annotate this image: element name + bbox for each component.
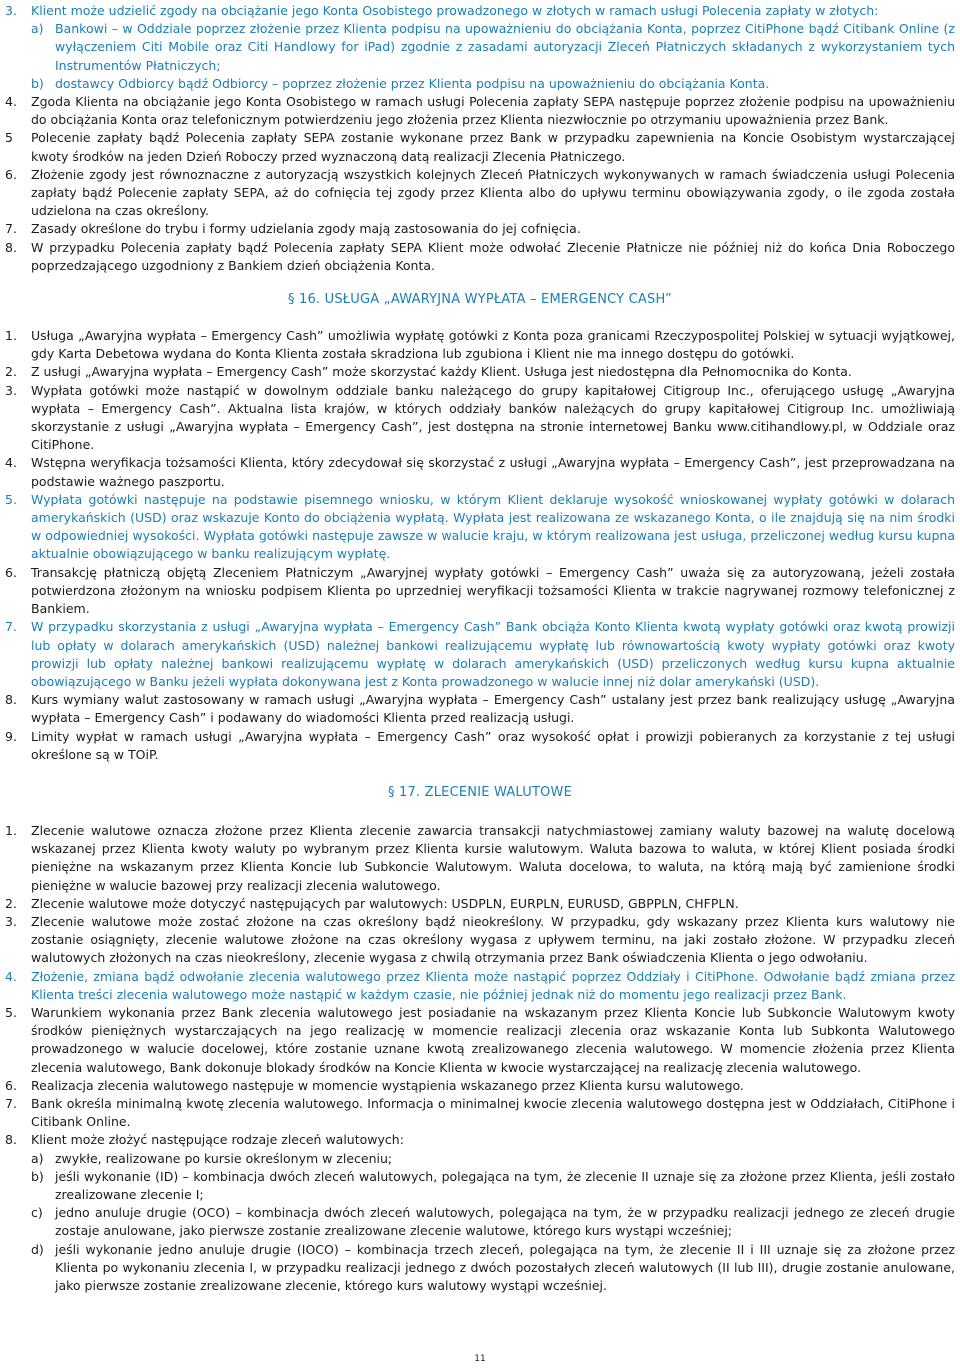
item-text: Klient może udzielić zgody na obciążanie jego Konta Osobistego prowadzonego w złotych w ramach usługi Polecenia zapłaty w złotych: [31,3,879,18]
subitem-text: zwykłe, realizowane po kursie określonym w zleceniu; [55,1150,393,1166]
item-number: 3. [5,3,17,18]
list-item [5,728,955,764]
subitem-text: jeśli wykonanie (ID) – kombinacja dwóch zleceń walutowych, polegająca na tym, że zlecenie II uznaje się za złożone przez Klienta, jeśli zostało zrealizowane zlecenie I; [55,1168,955,1202]
list-subitem [5,1204,955,1240]
list-item [5,1131,955,1149]
list-item [5,2,955,20]
item-text: Kurs wymiany walut zastosowany w ramach usługi „Awaryjna wypłata – Emergency Cash” ustalany jest przez bank realizujący usługę „Awaryjna wypłata – Emergency Cash” i podawany do wiadomości Klienta przed realizacją usługi. [31,692,955,726]
list-item [5,895,955,913]
item-text: Transakcję płatniczą objętą Zleceniem Płatniczym „Awaryjnej wypłaty gotówki – Emergency Cash” uważa się za autoryzowaną, jeżeli została potwierdzona złożonym na wniosku podpisem Klienta po uprzedniej weryfikacji tożsamości Klienta w trakcie nagrywanej rozmowy telefonicznej z Bankiem. [31,564,955,617]
list-item [5,327,955,363]
item-text: Wstępna weryfikacja tożsamości Klienta, który zdecydował się skorzystać z usługi „Awaryjna wypłata – Emergency Cash”, jest przeprowadzana na podstawie ważnego paszportu. [31,455,955,489]
item-text: Z usługi „Awaryjna wypłata – Emergency Cash” może skorzystać każdy Klient. Usługa jest niedostępna dla Pełnomocnika do Konta. [31,364,852,380]
list-subitem [5,20,955,75]
item-number: 7. [5,221,17,237]
item-number: 2. [5,364,17,380]
item-text: Zgoda Klienta na obciążanie jego Konta Osobistego w ramach usługi Polecenia zapłaty SEPA następuje poprzez złożenie podpisu na upoważnieniu do obciążania Konta oraz telefonicznym potwierdzeniu jego złożenia przez Klienta niezwłocznie po otrzymaniu upoważnienia przez Bank. [31,94,955,128]
list-subitem [5,1241,955,1296]
item-number: 4. [5,968,17,984]
list-subitem [5,75,955,93]
item-text: Zlecenie walutowe może zostać złożone na czas określony bądź nieokreślony. W przypadku, gdy wskazany przez Klienta kurs walutowy nie zostanie osiągnięty, zlecenie walutowe złożone na czas określony wygasa z upływem terminu, na jaki zostało złożone. W przypadku zleceń walutowych złożonych na czas nieokreślony, zlecenie wygasa z chwilą otrzymania przez Bank oświadczenia Klienta o jego odwołaniu. [31,913,955,966]
subitem-letter: d) [31,1241,44,1257]
item-text: Wypłata gotówki następuje na podstawie pisemnego wniosku, w którym Klient deklaruje wysokość wnioskowanej wypłaty gotówki w dolarach amerykańskich (USD) oraz wskazuje Konto do obciążenia wypłatą. Wypłata jest realizowana ze wskazanego Konta, o ile znajdują się na nim środki w odpowiedniej wysokości. Wypłata gotówki następuje zawsze w walucie kraju, w którym realizowana jest usługa, przeliczonej według kursu kupna aktualnie obowiązującego w banku realizującym wypłatę. [31,491,955,562]
list-item [5,822,955,895]
subitem-text: dostawcy Odbiorcy bądź Odbiorcy – poprzez złożenie przez Klienta podpisu na upoważnieniu do obciążania Konta. [55,75,770,91]
item-text: Realizacja zlecenia walutowego następuje w momencie wystąpienia wskazanego przez Klienta kursu walutowego. [31,1077,744,1093]
item-number: 4. [5,455,17,471]
subitem-text: jedno anuluje drugie (OCO) – kombinacja dwóch zleceń walutowych, polegająca na tym, że w przypadku realizacji jednego ze zleceń drugie zostaje anulowane, jako pierwsze zostanie zrealizowane zlecenie walutowe, którego kurs wystąpi wcześniej; [55,1205,955,1239]
item-number: 5 [5,130,13,146]
item-number: 2. [5,895,17,911]
list-item [5,564,955,619]
item-text: Złożenie zgody jest równoznaczne z autoryzacją wszystkich kolejnych Zleceń Płatniczych wykonywanych w ramach świadczenia usługi Polecenia zapłaty bądź Polecenie zapłaty SEPA, aż do cofnięcia tej zgody przez Klienta albo do upływu terminu obowiązywania zgody, o ile zgoda została udzielona na czas określony. [31,166,955,219]
item-number: 5. [5,1004,17,1020]
item-number: 6. [5,564,17,580]
section-heading: § 17. ZLECENIE WALUTOWE [388,784,572,800]
subitem-letter: c) [31,1205,43,1221]
item-text: Polecenie zapłaty bądź Polecenia zapłaty SEPA zostanie wykonane przez Bank w przypadku zapewnienia na Koncie Osobistym wystarczającej kwoty środków na jeden Dzień Roboczy przed wyznaczoną datą realizacji Zlecenia Płatniczego. [31,130,955,164]
item-number: 3. [5,913,17,929]
list-item [5,968,955,1004]
item-text: Klient może złożyć następujące rodzaje zleceń walutowych: [31,1132,404,1148]
item-number: 3. [5,382,17,398]
list-item [5,913,955,968]
list-item [5,1077,955,1095]
item-number: 8. [5,692,17,708]
item-number: 1. [5,328,17,344]
item-text: Limity wypłat w ramach usługi „Awaryjna wypłata – Emergency Cash” oraz wysokość opłat i prowizji pobieranych za korzystanie z tej usługi określone są w TOiP. [31,728,955,762]
item-number: 6. [5,166,17,182]
item-text: Zasady określone do trybu i formy udzielania zgody mają zastosowania do jej cofnięcia. [31,221,581,237]
list-item [5,618,955,691]
list-item [5,1004,955,1077]
item-text: W przypadku skorzystania z usługi „Awaryjna wypłata – Emergency Cash” Bank obciąża Konto Klienta kwotą wypłaty gotówki oraz kwotą prowizji lub opłaty w dolarach amerykańskich (USD) należnej bankowi realizującemu wypłatę lub równowartością kwoty wypłaty gotówki oraz kwoty prowizji lub opłaty należnej bankowi realizującemu wypłatę w dolarach amerykańskich (USD) przeliczonych według kursu kupna aktualnie obowiązującego w Banku jeżeli wypłata dokonywana jest z Konta prowadzonego w walucie innej niż dolar amerykański (USD). [31,619,955,689]
subitem-letter: b) [31,75,44,91]
item-number: 8. [5,239,17,255]
item-number: 1. [5,822,17,838]
section-heading: § 16. USŁUGA „AWARYJNA WYPŁATA – EMERGENCY CASH” [287,292,672,308]
list-item [5,491,955,564]
subitem-text: Bankowi – w Oddziale poprzez złożenie przez Klienta podpisu na upoważnieniu do obciążania Konta, poprzez CitiPhone bądź Citibank Online (z wyłączeniem Citi Mobile oraz Citi Handlowy for iPad) zgodnie z zasadami autoryzacji Zleceń Płatniczych składanych z wykorzystaniem tych Instrumentów Płatniczych; [55,21,955,73]
item-number: 8. [5,1132,17,1148]
item-text: Zlecenie walutowe może dotyczyć następujących par walutowych: USDPLN, EURPLN, EURUSD, GBPPLN, CHFPLN. [31,895,739,911]
subitem-letter: a) [31,21,44,37]
item-text: Usługa „Awaryjna wypłata – Emergency Cash” umożliwia wypłatę gotówki z Konta poza granicami Rzeczypospolitej Polskiej w sytuacji wyjątkowej, gdy Karta Debetowa wydana do Konta Klienta została skradziona lub zgubiona i Klient nie ma innego dostępu do gotówki. [31,328,955,362]
subitem-letter: a) [31,1150,44,1166]
list-item [5,1095,955,1131]
item-text: Złożenie, zmiana bądź odwołanie zlecenia walutowego przez Klienta może nastąpić poprzez Oddziały i CitiPhone. Odwołanie bądź zmiana przez Klienta treści zlecenia walutowego może nastąpić w każdym czasie, nie później jednak niż do momentu jego realizacji przez Bank. [31,968,955,1002]
item-number: 9. [5,728,17,744]
list-item [5,93,955,129]
item-text: Warunkiem wykonania przez Bank zlecenia walutowego jest posiadanie na wskazanym przez Klienta Koncie lub Subkoncie Walutowym kwoty środków pieniężnych wystarczających na jego realizację w momencie realizacji zlecenia oraz wskazanie Konta lub Subkonta Walutowego prowadzonego w walucie docelowej, które zostanie uznane kwotą zrealizowanego zlecenia walutowego. W momencie złożenia przez Klienta zlecenia walutowego, Bank dokonuje blokady środków na Koncie Klienta w kwocie wystarczającej na realizację zlecenia walutowego. [31,1004,955,1075]
item-number: 4. [5,94,17,110]
list-subitem [5,1168,955,1204]
item-number: 7. [5,619,17,635]
list-item [5,382,955,455]
subitem-text: jeśli wykonanie jedno anuluje drugie (IOCO) – kombinacja trzech zleceń, polegająca na tym, że zlecenie II i III uznaje się za złożone przez Klienta po wykonaniu zlecenia I, w przypadku realizacji jednego z dwóch pozostałych zleceń walutowych (II lub III), drugie zostanie anulowane, jako pierwsze zostanie zrealizowane zlecenie, którego kurs walutowy wystąpi wcześniej. [55,1241,955,1293]
list-subitem [5,1150,955,1168]
list-item [5,239,955,275]
item-text: Zlecenie walutowe oznacza złożone przez Klienta zlecenie zawarcia transakcji natychmiastowej zamiany waluty bazowej na walutę docelową wskazanej przez Klienta kwoty waluty po wybranym przez Klienta kursie walutowym. Waluta bazowa to waluta, w której Klient posiada środki pieniężne na wskazanym przez Klienta Koncie lub Subkoncie Walutowym. Waluta docelowa, to waluta, na którą mają być zamienione środki pieniężne w walucie bazowej przy realizacji zlecenia walutowego. [31,822,955,893]
item-number: 7. [5,1095,17,1111]
list-item [5,220,955,238]
list-item [5,129,955,165]
item-text: Bank określa minimalną kwotę zlecenia walutowego. Informacja o minimalnej kwocie zlecenia walutowego dostępna jest w Oddziałach, CitiPhone i Citibank Online. [31,1095,955,1130]
item-number: 6. [5,1077,17,1093]
item-text: W przypadku Polecenia zapłaty bądź Polecenia zapłaty SEPA Klient może odwołać Zlecenie Płatnicze nie później niż do końca Dnia Roboczego poprzedzającego uzgodniony z Bankiem dzień obciążenia Konta. [31,239,955,273]
item-number: 5. [5,491,17,507]
list-item [5,363,955,381]
subitem-letter: b) [31,1168,44,1184]
list-item [5,454,955,490]
item-text: Wypłata gotówki może nastąpić w dowolnym oddziale banku należącego do grupy kapitałowej Citigroup Inc., oferującego usługę „Awaryjna wypłata – Emergency Cash”. Aktualna lista krajów, w których oddziały banków należących do grupy kapitałowej Citigroup Inc. umożliwiają skorzystanie z usługi „Awaryjna wypłata – Emergency Cash”, jest dostępna na stronie internetowej Banku www.citihandlowy.pl, w Oddziale oraz CitiPhone. [31,382,955,453]
page-number: 11 [474,1354,486,1364]
list-item [5,166,955,221]
list-item [5,691,955,727]
